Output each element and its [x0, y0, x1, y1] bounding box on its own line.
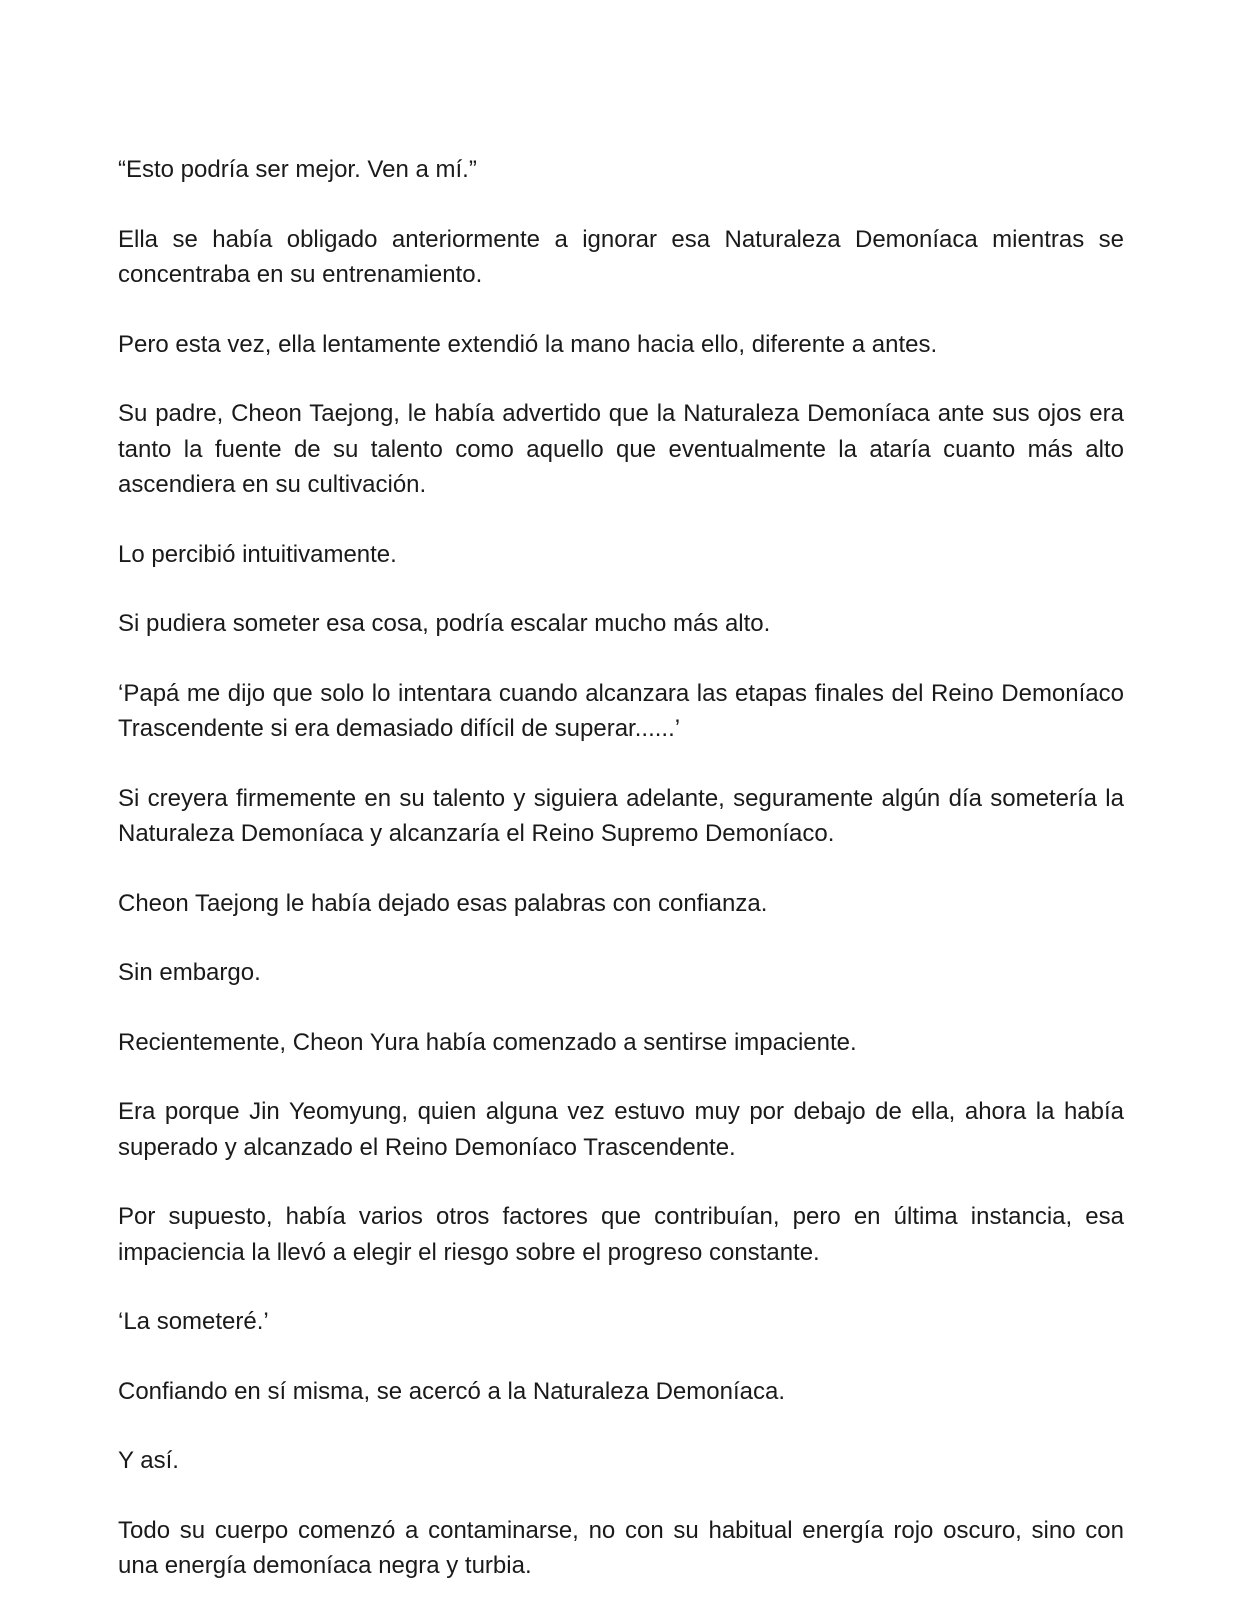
paragraph-14: ‘La someteré.’ — [118, 1308, 269, 1335]
paragraph-10: Sin embargo. — [118, 959, 261, 986]
paragraph-6: Si pudiera someter esa cosa, podría escalar mucho más alto. — [118, 610, 771, 637]
paragraph-8: Si creyera firmemente en su talento y siguiera adelante, seguramente algún día sometería la Naturaleza Demoníaca y alcanzaría el Reino Supremo Demoníaco. — [118, 784, 1124, 847]
document-body — [118, 152, 1124, 1584]
paragraph-17: Todo su cuerpo comenzó a contaminarse, no con su habitual energía rojo oscuro, sino con una energía demoníaca negra y turbia. — [118, 1516, 1124, 1579]
paragraph-12: Era porque Jin Yeomyung, quien alguna vez estuvo muy por debajo de ella, ahora la había superado y alcanzado el Reino Demoníaco Trascendente. — [118, 1098, 1124, 1161]
paragraph-7: ‘Papá me dijo que solo lo intentara cuando alcanzara las etapas finales del Reino Demoníaco Trascendente si era demasiado difícil de superar......’ — [118, 679, 1124, 742]
paragraph-5: Lo percibió intuitivamente. — [118, 540, 397, 568]
paragraph-16: Y así. — [118, 1447, 179, 1474]
paragraph-13: Por supuesto, había varios otros factores que contribuían, pero en última instancia, esa impaciencia la llevó a elegir el riesgo sobre el progreso constante. — [118, 1203, 1124, 1266]
paragraph-11: Recientemente, Cheon Yura había comenzado a sentirse impaciente. — [118, 1028, 857, 1056]
paragraph-15: Confiando en sí misma, se acercó a la Naturaleza Demoníaca. — [118, 1377, 785, 1405]
paragraph-4: Su padre, Cheon Taejong, le había advertido que la Naturaleza Demoníaca ante sus ojos era tanto la fuente de su talento como aquello que eventualmente la ataría cuanto más alto ascendiera en su cultivación. — [118, 400, 1124, 498]
paragraph-1: “Esto podría ser mejor. Ven a mí.” — [118, 156, 477, 183]
paragraph-2: Ella se había obligado anteriormente a ignorar esa Naturaleza Demoníaca mientras se concentraba en su entrenamiento. — [118, 225, 1124, 288]
paragraph-3: Pero esta vez, ella lentamente extendió la mano hacia ello, diferente a antes. — [118, 330, 938, 358]
paragraph-9: Cheon Taejong le había dejado esas palabras con confianza. — [118, 889, 768, 917]
